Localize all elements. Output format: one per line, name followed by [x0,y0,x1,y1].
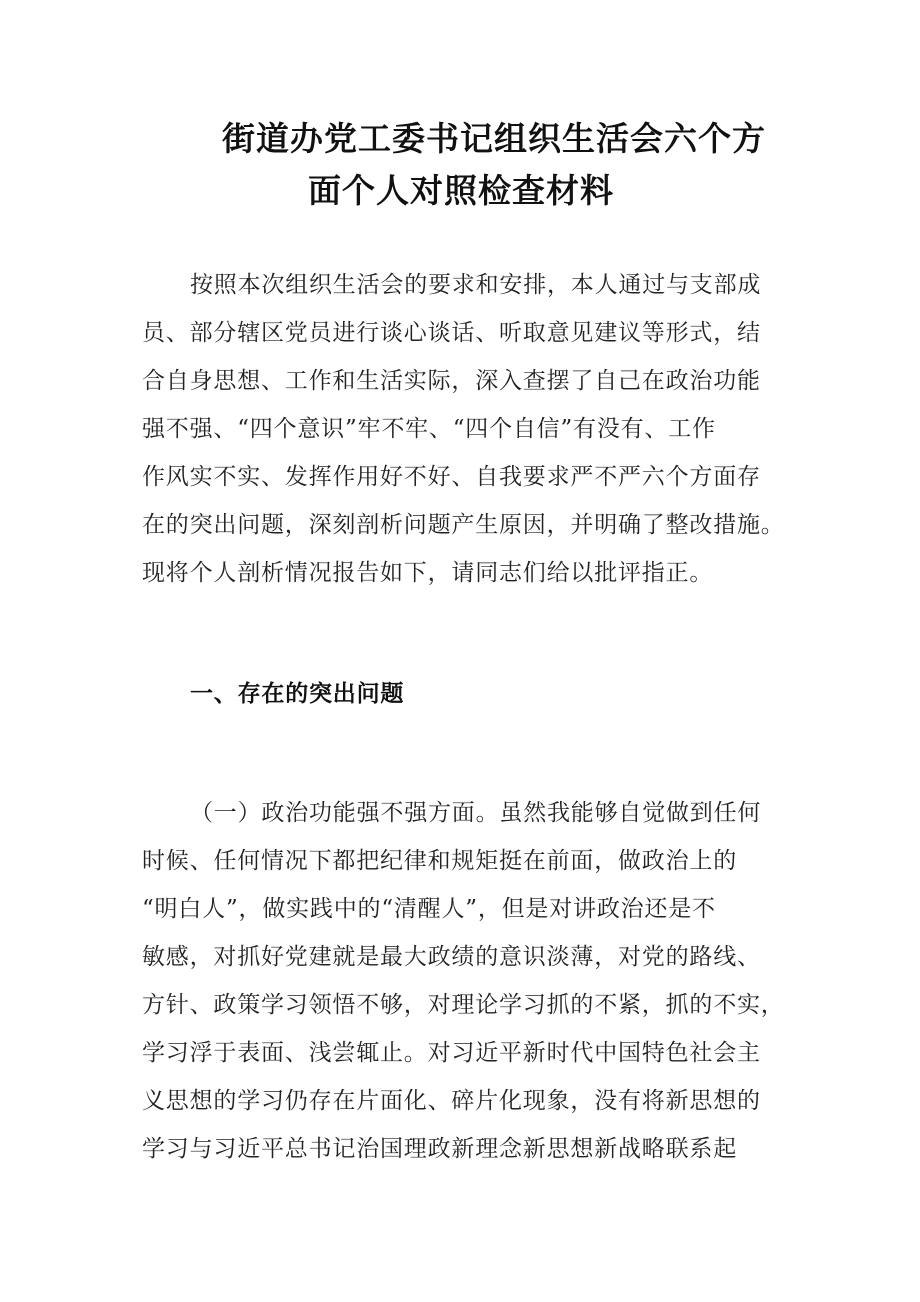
section-para-line: （一）政治功能强不强方面。虽然我能够自觉做到任何 [190,800,762,826]
intro-line: 现将个人剖析情况报告如下，请同志们给以批评指正。 [142,560,714,586]
intro-line: 员、部分辖区党员进行谈心谈话、听取意见建议等形式，结 [142,320,761,346]
section-para-line: 敏感，对抓好党建就是最大政绩的意识淡薄，对党的路线、 [142,944,761,970]
section-para-line: 方针、政策学习领悟不够，对理论学习抓的不紧，抓的不实， [142,992,785,1018]
document-title-line-1: 街道办党工委书记组织生活会六个方 [222,119,766,158]
section-para-line: 学习浮于表面、浅尝辄止。对习近平新时代中国特色社会主 [142,1040,761,1066]
intro-line: 作风实不实、发挥作用好不好、自我要求严不严六个方面存 [142,464,761,490]
intro-line: 强不强、“四个意识”牢不牢、“四个自信”有没有、工作 [142,416,716,442]
section-para-line: 学习与习近平总书记治国理政新理念新思想新战略联系起 [142,1136,737,1162]
intro-line: 在的突出问题，深刻剖析问题产生原因，并明确了整改措施。 [142,512,785,538]
section-para-line: “明白人”，做实践中的“清醒人”，但是对讲政治还是不 [142,896,716,922]
document-title-line-2: 面个人对照检查材料 [308,171,614,210]
section-para-line: 义思想的学习仍存在片面化、碎片化现象，没有将新思想的 [142,1088,761,1114]
intro-line: 合自身思想、工作和生活实际，深入查摆了自己在政治功能 [142,368,761,394]
section-heading: 一、存在的突出问题 [190,681,405,707]
intro-line: 按照本次组织生活会的要求和安排，本人通过与支部成 [190,272,762,298]
section-para-line: 时候、任何情况下都把纪律和规矩挺在前面，做政治上的 [142,848,737,874]
